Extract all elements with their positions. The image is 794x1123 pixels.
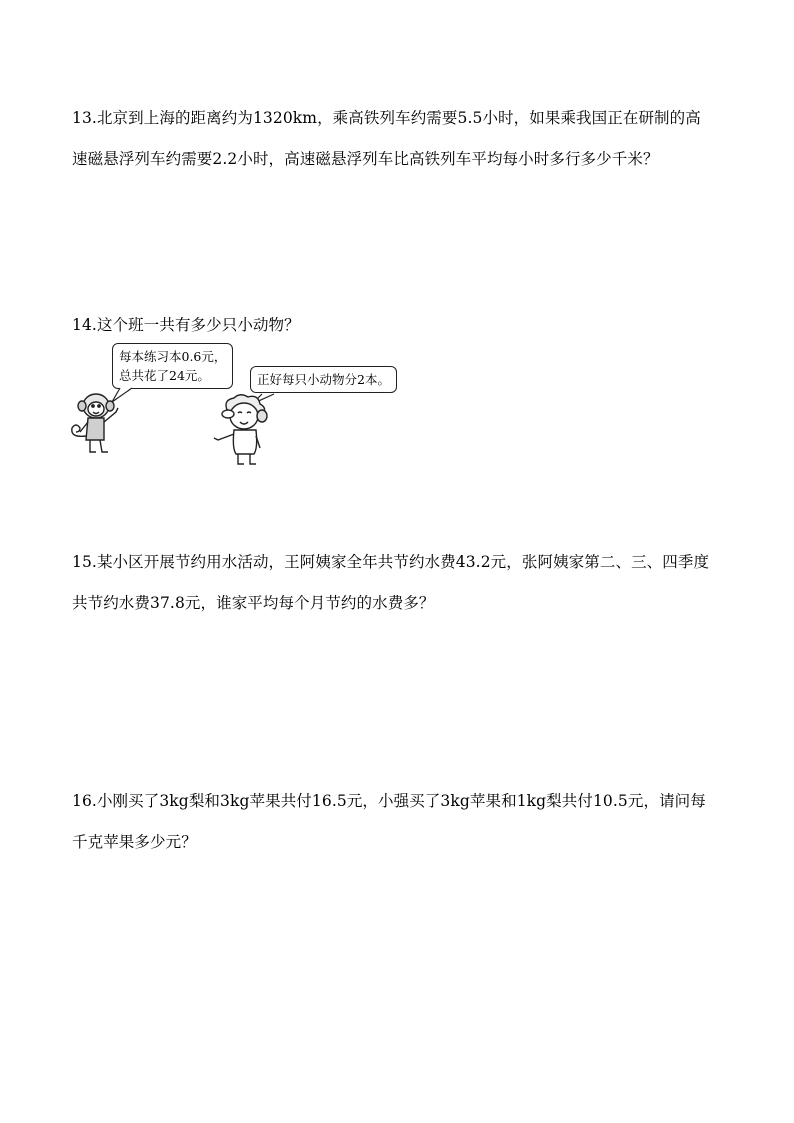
sheep-illustration: [210, 392, 280, 474]
bubble-monkey-line-1: 每本练习本0.6元，: [119, 349, 227, 364]
problem-15-line-2: 共节约水费37.8元，谁家平均每个月节约的水费多？: [72, 594, 435, 612]
bubble-sheep-line: 正好每只小动物分2本。: [257, 372, 390, 387]
problem-16-line-1: 16.小刚买了3kg梨和3kg苹果共付16.5元，小强买了3kg苹果和1kg梨共付10.5元，请问每: [72, 792, 706, 810]
monkey-illustration: [66, 388, 126, 468]
bubble-monkey-line-2: 总共花了24元。: [119, 368, 210, 383]
problem-16-line-2: 千克苹果多少元？: [72, 833, 197, 851]
problem-13-line-2: 速磁悬浮列车约需要2.2小时，高速磁悬浮列车比高铁列车平均每小时多行多少千米？: [72, 150, 659, 168]
problem-13-line-1: 13.北京到上海的距离约为1320km，乘高铁列车约需要5.5小时，如果乘我国正在研制的高: [72, 109, 701, 127]
problem-15-line-1: 15.某小区开展节约用水活动，王阿姨家全年共节约水费43.2元，张阿姨家第二、三、四季度: [72, 553, 710, 571]
problem-14-line-1: 14.这个班一共有多少只小动物？: [72, 316, 300, 334]
